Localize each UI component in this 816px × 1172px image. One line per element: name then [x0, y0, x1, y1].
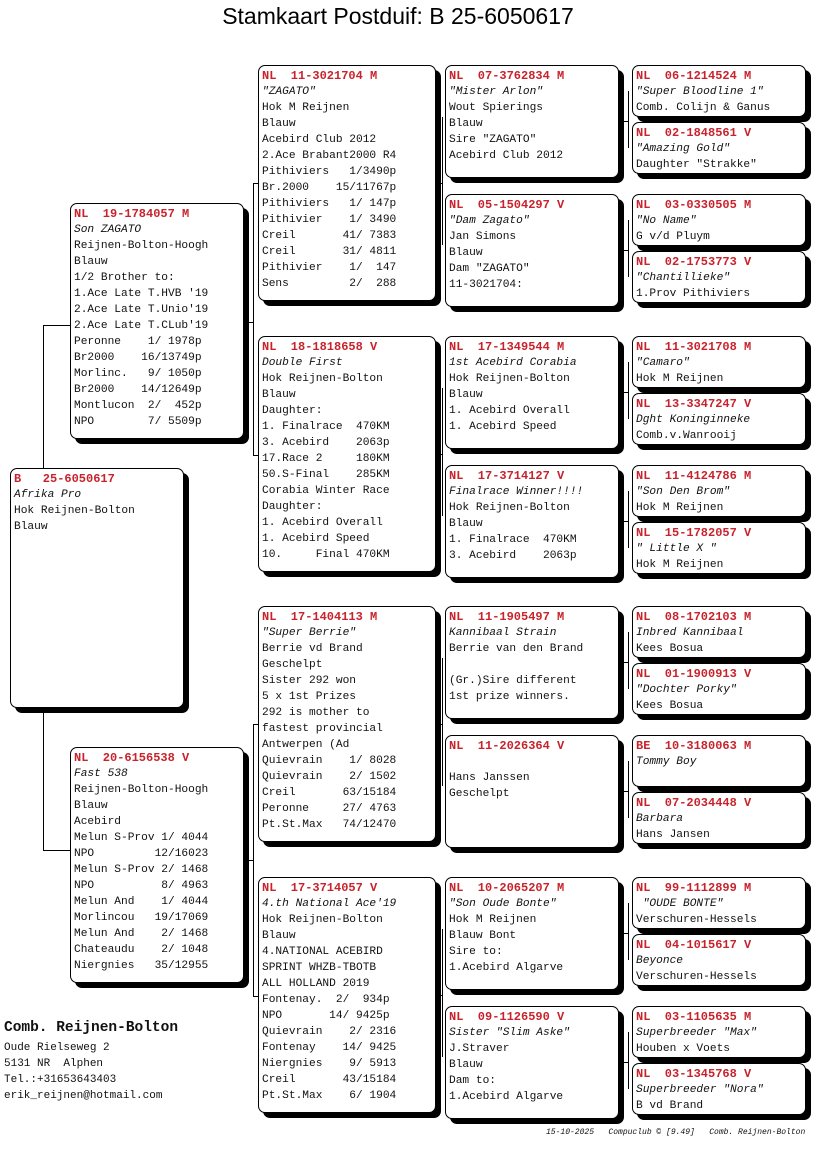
pigeon-name: Barbara [636, 813, 683, 825]
info-line: Pithiviers 1/3490p [262, 166, 397, 178]
info-line: 17.Race 2 180KM [262, 453, 390, 465]
gg-grandparent-card[interactable] [632, 1006, 806, 1058]
pigeon-name: "Amazing Gold" [636, 143, 730, 155]
breeder: Hok M Reijnen [636, 559, 724, 571]
breeder: Hans Jansen [636, 829, 710, 841]
breeder: Jan Simons [449, 231, 517, 243]
info-line: Daughter: [262, 405, 323, 417]
info-line: NPO 14/ 9425p [262, 1010, 390, 1022]
owner-block [4, 1018, 178, 1104]
breeder: Comb.v.Wanrooij [636, 430, 737, 442]
info-line: Creil 43/15184 [262, 1074, 397, 1086]
footer: 15-10-2025 Compuclub © [9.49] Comb. Reijnen-Bolton [546, 1128, 806, 1137]
ring-number: NL 11-2026364 V [449, 739, 565, 753]
info-line: Pt.St.Max 6/ 1904 [262, 1090, 397, 1102]
info-line: Pithiviers 1/ 147p [262, 198, 397, 210]
connector-line [253, 724, 254, 996]
ring-number: NL 02-1753773 V [636, 255, 752, 269]
ring-number: NL 03-1345768 V [636, 1067, 752, 1081]
pigeon-name: Beyonce [636, 955, 683, 967]
info-line: Sire "ZAGATO" [449, 134, 537, 146]
info-line: Sister 292 won [262, 675, 356, 687]
info-line: Blauw [14, 521, 48, 533]
info-line: Dam "ZAGATO" [449, 263, 530, 275]
pigeon-name: "Super Bloodline 1" [636, 86, 764, 98]
connector-line [619, 392, 628, 393]
breeder: B vd Brand [636, 1100, 704, 1112]
connector-line [253, 183, 254, 455]
pigeon-name: Superbreeder "Nora" [636, 1084, 764, 1096]
connector-line [243, 322, 253, 323]
breeder: Houben x Voets [636, 1043, 730, 1055]
info-line: 1. Finalrace 470KM [262, 421, 390, 433]
info-line: Br.2000 15/11767p [262, 182, 397, 194]
ring-number: NL 17-3714127 V [449, 469, 565, 483]
subject-card[interactable] [10, 468, 184, 708]
gg-grandparent-card[interactable] [632, 934, 806, 986]
pigeon-name: "Son Den Brom" [636, 486, 730, 498]
info-line: Acebird [74, 816, 121, 828]
info-line: Blauw [262, 118, 296, 130]
pigeon-name: "Camaro" [636, 357, 690, 369]
breeder: Verschuren-Hessels [636, 971, 757, 983]
ring-number: NL 18-1818658 V [262, 340, 378, 354]
info-line: 2.Ace Brabant2000 R4 [262, 150, 397, 162]
breeder: Wout Spierings [449, 102, 543, 114]
info-line: Daughter: [262, 501, 323, 513]
connector-line [628, 220, 629, 277]
owner-email[interactable]: erik_reijnen@hotmail.com [4, 1090, 163, 1102]
connector-line [442, 117, 443, 245]
pigeon-name: "Mister Arlon" [449, 86, 543, 98]
info-line: SPRINT WHZB-TBOTB [262, 962, 377, 974]
info-line: Br2000 16/13749p [74, 352, 202, 364]
ring-number: NL 11-3021704 M [262, 69, 378, 83]
info-line: Sens 2/ 288 [262, 278, 397, 290]
ring-number: NL 06-1214524 M [636, 69, 752, 83]
info-line: fastest provincial [262, 723, 383, 735]
pigeon-name: Inbred Kannibaal [636, 627, 744, 639]
info-line: 1. Acebird Speed [449, 421, 557, 433]
info-line: Br2000 14/12649p [74, 384, 202, 396]
connector-line [442, 929, 443, 1057]
info-line: Pithivier 1/ 147 [262, 262, 397, 274]
info-line: ALL HOLLAND 2019 [262, 978, 370, 990]
breeder: Kees Bosua [636, 643, 704, 655]
dam-card[interactable] [70, 747, 244, 983]
info-line: Blauw [449, 1059, 483, 1071]
info-line: Acebird Club 2012 [262, 134, 377, 146]
connector-line [628, 362, 629, 419]
info-line: Montlucon 2/ 452p [74, 400, 202, 412]
connector-line [43, 325, 71, 326]
gg-grandparent-card[interactable] [632, 465, 806, 517]
connector-line [619, 791, 628, 792]
breeder: Hok Reijnen-Bolton [262, 914, 383, 926]
pigeon-name: "Dochter Porky" [636, 684, 737, 696]
info-line: Blauw [449, 118, 483, 130]
pigeon-name: Afrika Pro [14, 489, 82, 501]
ring-number: NL 05-1504297 V [449, 198, 565, 212]
breeder [636, 770, 805, 786]
connector-line [619, 933, 628, 934]
gg-grandparent-card[interactable] [632, 1063, 806, 1115]
breeder: Hok Reijnen-Bolton [14, 505, 135, 517]
ring-number: NL 11-3021708 M [636, 340, 752, 354]
great-grandparent-card[interactable] [445, 65, 619, 178]
gg-grandparent-card[interactable] [632, 251, 806, 303]
grandparent-card[interactable] [258, 877, 436, 1113]
ring-number: NL 02-1848561 V [636, 126, 752, 140]
breeder: G v/d Pluym [636, 231, 710, 243]
great-grandparent-card[interactable] [445, 877, 619, 990]
info-line: (Gr.)Sire different [449, 675, 577, 687]
gg-grandparent-card[interactable] [632, 194, 806, 246]
connector-line [442, 658, 443, 786]
sire-card[interactable] [70, 203, 244, 439]
info-line: Blauw Bont [449, 930, 517, 942]
ring-number: NL 07-3762834 M [449, 69, 565, 83]
pigeon-name: 1st Acebird Corabia [449, 357, 577, 369]
grandparent-card[interactable] [258, 606, 436, 842]
gg-grandparent-card[interactable] [632, 65, 806, 117]
info-line: 5 x 1st Prizes [262, 691, 356, 703]
breeder: Hok Reijnen-Bolton [262, 373, 383, 385]
connector-line [436, 183, 442, 184]
info-line: Geschelpt [262, 659, 323, 671]
pigeon-name: Fast 538 [74, 768, 128, 780]
grandparent-card[interactable] [258, 65, 436, 301]
pigeon-name: "OUDE BONTE" [636, 898, 724, 910]
info-line: Blauw [449, 247, 483, 259]
owner-name: Comb. Reijnen-Bolton [4, 1020, 179, 1036]
info-line: 1. Finalrace 470KM [449, 534, 577, 546]
info-line: 1/2 Brother to: [74, 272, 175, 284]
breeder: 1.Prov Pithiviers [636, 288, 751, 300]
great-grandparent-card[interactable] [445, 336, 619, 449]
gg-grandparent-card[interactable] [632, 522, 806, 574]
breeder: Reijnen-Bolton-Hoogh [74, 784, 209, 796]
gg-grandparent-card[interactable] [632, 735, 806, 787]
gg-grandparent-card[interactable] [632, 663, 806, 715]
ring-number: NL 01-1900913 V [636, 667, 752, 681]
ring-number: NL 08-1702103 M [636, 610, 752, 624]
info-line: Melun S-Prov 2/ 1468 [74, 864, 209, 876]
breeder: Hok M Reijnen [636, 373, 724, 385]
connector-line [43, 850, 71, 851]
info-line: Melun And 2/ 1468 [74, 928, 209, 940]
info-line: Quievrain 2/ 2316 [262, 1026, 397, 1038]
pigeon-name: "Super Berrie" [262, 627, 356, 639]
ring-number: NL 10-2065207 M [449, 881, 565, 895]
info-line: Creil 41/ 7383 [262, 230, 397, 242]
ring-number: NL 17-3714057 V [262, 881, 378, 895]
ring-number: NL 19-1784057 M [74, 207, 190, 221]
info-line: Quievrain 2/ 1502 [262, 771, 397, 783]
pigeon-name: Son ZAGATO [74, 224, 142, 236]
info-line: 1st prize winners. [449, 691, 570, 703]
info-line: 1. Acebird Overall [262, 517, 383, 529]
connector-line [442, 388, 443, 516]
connector-line [43, 325, 44, 468]
ring-number: NL 20-6156538 V [74, 751, 190, 765]
breeder: Berrie vd Brand [262, 643, 363, 655]
pigeon-name: Dght Koninginneke [636, 414, 751, 426]
connector-line [436, 995, 442, 996]
connector-line [436, 454, 442, 455]
info-line: 2.Ace Late T.Unio'19 [74, 304, 209, 316]
pigeon-name: 4.th National Ace'19 [262, 898, 397, 910]
ring-number: NL 09-1126590 V [449, 1010, 565, 1024]
gg-grandparent-card[interactable] [632, 792, 806, 844]
breeder: Hok Reijnen-Bolton [449, 502, 570, 514]
great-grandparent-card[interactable] [445, 735, 619, 848]
pigeon-name: Superbreeder "Max" [636, 1027, 757, 1039]
info-line: 4.NATIONAL ACEBIRD [262, 946, 383, 958]
breeder: J.Straver [449, 1043, 510, 1055]
pigeon-name: " Little X " [636, 543, 717, 555]
owner-phone: Tel.:+31653643403 [4, 1074, 117, 1086]
connector-line [628, 1032, 629, 1089]
info-line: Sire to: [449, 946, 503, 958]
info-line: Melun S-Prov 1/ 4044 [74, 832, 209, 844]
ring-number: NL 13-3347247 V [636, 397, 752, 411]
connector-line [628, 91, 629, 148]
ring-number: BE 10-3180063 M [636, 739, 752, 753]
info-line: 3. Acebird 2063p [449, 550, 577, 562]
info-line: Blauw [74, 800, 108, 812]
info-line: Peronne 27/ 4763 [262, 803, 397, 815]
connector-line [628, 903, 629, 960]
connector-line [619, 250, 628, 251]
info-line: 50.S-Final 285KM [262, 469, 390, 481]
info-line: Chateaudu 2/ 1048 [74, 944, 209, 956]
info-line: 2.Ace Late T.CLub'19 [74, 320, 209, 332]
connector-line [619, 121, 628, 122]
ring-number: NL 03-0330505 M [636, 198, 752, 212]
pigeon-name: "Chantillieke" [636, 272, 730, 284]
pigeon-name: "No Name" [636, 215, 697, 227]
connector-line [628, 632, 629, 689]
owner-address: Oude Rielseweg 2 [4, 1042, 110, 1054]
info-line: Melun And 1/ 4044 [74, 896, 209, 908]
breeder: Berrie van den Brand [449, 643, 584, 655]
breeder: Hok M Reijnen [262, 102, 350, 114]
info-line: Blauw [262, 389, 296, 401]
pigeon-name [449, 754, 618, 770]
info-line: Fontenay 14/ 9425 [262, 1042, 397, 1054]
ring-number: NL 11-1905497 M [449, 610, 565, 624]
info-line: NPO 12/16023 [74, 848, 209, 860]
breeder: Comb. Colijn & Ganus [636, 102, 771, 114]
info-line: Blauw [449, 389, 483, 401]
info-line: Corabia Winter Race [262, 485, 390, 497]
info-line: NPO 7/ 5509p [74, 416, 202, 428]
info-line: Pt.St.Max 74/12470 [262, 819, 397, 831]
ring-number: NL 03-1105635 M [636, 1010, 752, 1024]
info-line: 1.Ace Late T.HVB '19 [74, 288, 209, 300]
breeder: Kees Bosua [636, 700, 704, 712]
connector-line [619, 521, 628, 522]
ring-number: NL 04-1015617 V [636, 938, 752, 952]
breeder: Daughter "Strakke" [636, 159, 757, 171]
pigeon-name: "Dam Zagato" [449, 215, 530, 227]
pigeon-name: Double First [262, 357, 343, 369]
info-line: Blauw [74, 256, 108, 268]
breeder: Hok M Reijnen [449, 914, 537, 926]
ring-number: NL 15-1782057 V [636, 526, 752, 540]
breeder: Hok M Reijnen [636, 502, 724, 514]
pigeon-name: Sister "Slim Aske" [449, 1027, 570, 1039]
gg-grandparent-card[interactable] [632, 122, 806, 174]
info-line: Quievrain 1/ 8028 [262, 755, 397, 767]
connector-line [243, 860, 253, 861]
connector-line [619, 1062, 628, 1063]
breeder: Verschuren-Hessels [636, 914, 757, 926]
info-line: Dam to: [449, 1075, 496, 1087]
info-line: Antwerpen (Ad [262, 739, 350, 751]
info-line: 1. Acebird Overall [449, 405, 570, 417]
owner-postcode-city: 5131 NR Alphen [4, 1058, 104, 1070]
grandparent-card[interactable] [258, 336, 436, 572]
info-line: 1. Acebird Speed [262, 533, 370, 545]
info-line: Morlincou 19/17069 [74, 912, 209, 924]
ring-number: B 25-6050617 [14, 472, 115, 486]
info-line: Niergnies 9/ 5913 [262, 1058, 397, 1070]
gg-grandparent-card[interactable] [632, 393, 806, 445]
info-line: Geschelpt [449, 788, 510, 800]
info-line: 10. Final 470KM [262, 549, 390, 561]
info-line: Creil 63/15184 [262, 787, 397, 799]
info-line: Pithivier 1/ 3490 [262, 214, 397, 226]
info-line: Acebird Club 2012 [449, 150, 564, 162]
pigeon-name: Tommy Boy [636, 756, 697, 768]
page-title: Stamkaart Postduif: B 25-6050617 [222, 3, 574, 29]
info-line: 1.Acebird Algarve [449, 962, 564, 974]
info-line: 3. Acebird 2063p [262, 437, 390, 449]
info-line: Blauw [262, 930, 296, 942]
ring-number: NL 11-4124786 M [636, 469, 752, 483]
connector-line [436, 724, 442, 725]
breeder: Hans Janssen [449, 772, 530, 784]
connector-line [43, 710, 44, 850]
info-line: Morlinc. 9/ 1050p [74, 368, 202, 380]
ring-number: NL 17-1404113 M [262, 610, 378, 624]
gg-grandparent-card[interactable] [632, 877, 806, 929]
info-line: 1.Acebird Algarve [449, 1091, 564, 1103]
gg-grandparent-card[interactable] [632, 606, 806, 658]
ring-number: NL 17-1349544 M [449, 340, 565, 354]
breeder: Hok Reijnen-Bolton [449, 373, 570, 385]
great-grandparent-card[interactable] [445, 1006, 619, 1119]
info-line: Niergnies 35/12955 [74, 960, 209, 972]
breeder: Reijnen-Bolton-Hoogh [74, 240, 209, 252]
connector-line [628, 761, 629, 818]
gg-grandparent-card[interactable] [632, 336, 806, 388]
info-line [449, 657, 618, 673]
info-line: Creil 31/ 4811 [262, 246, 397, 258]
info-line: Peronne 1/ 1978p [74, 336, 202, 348]
pigeon-name: "ZAGATO" [262, 86, 316, 98]
great-grandparent-card[interactable] [445, 465, 619, 578]
great-grandparent-card[interactable] [445, 194, 619, 307]
ring-number: NL 99-1112899 M [636, 881, 752, 895]
pigeon-name: "Son Oude Bonte" [449, 898, 557, 910]
info-line: 11-3021704: [449, 279, 523, 291]
connector-line [628, 491, 629, 548]
great-grandparent-card[interactable] [445, 606, 619, 719]
info-line: Blauw [449, 518, 483, 530]
info-line: Fontenay. 2/ 934p [262, 994, 390, 1006]
info-line: 292 is mother to [262, 707, 370, 719]
pigeon-name: Finalrace Winner!!!! [449, 486, 584, 498]
info-line: NPO 8/ 4963 [74, 880, 209, 892]
pigeon-name: Kannibaal Strain [449, 627, 557, 639]
ring-number: NL 07-2034448 V [636, 796, 752, 810]
connector-line [619, 662, 628, 663]
